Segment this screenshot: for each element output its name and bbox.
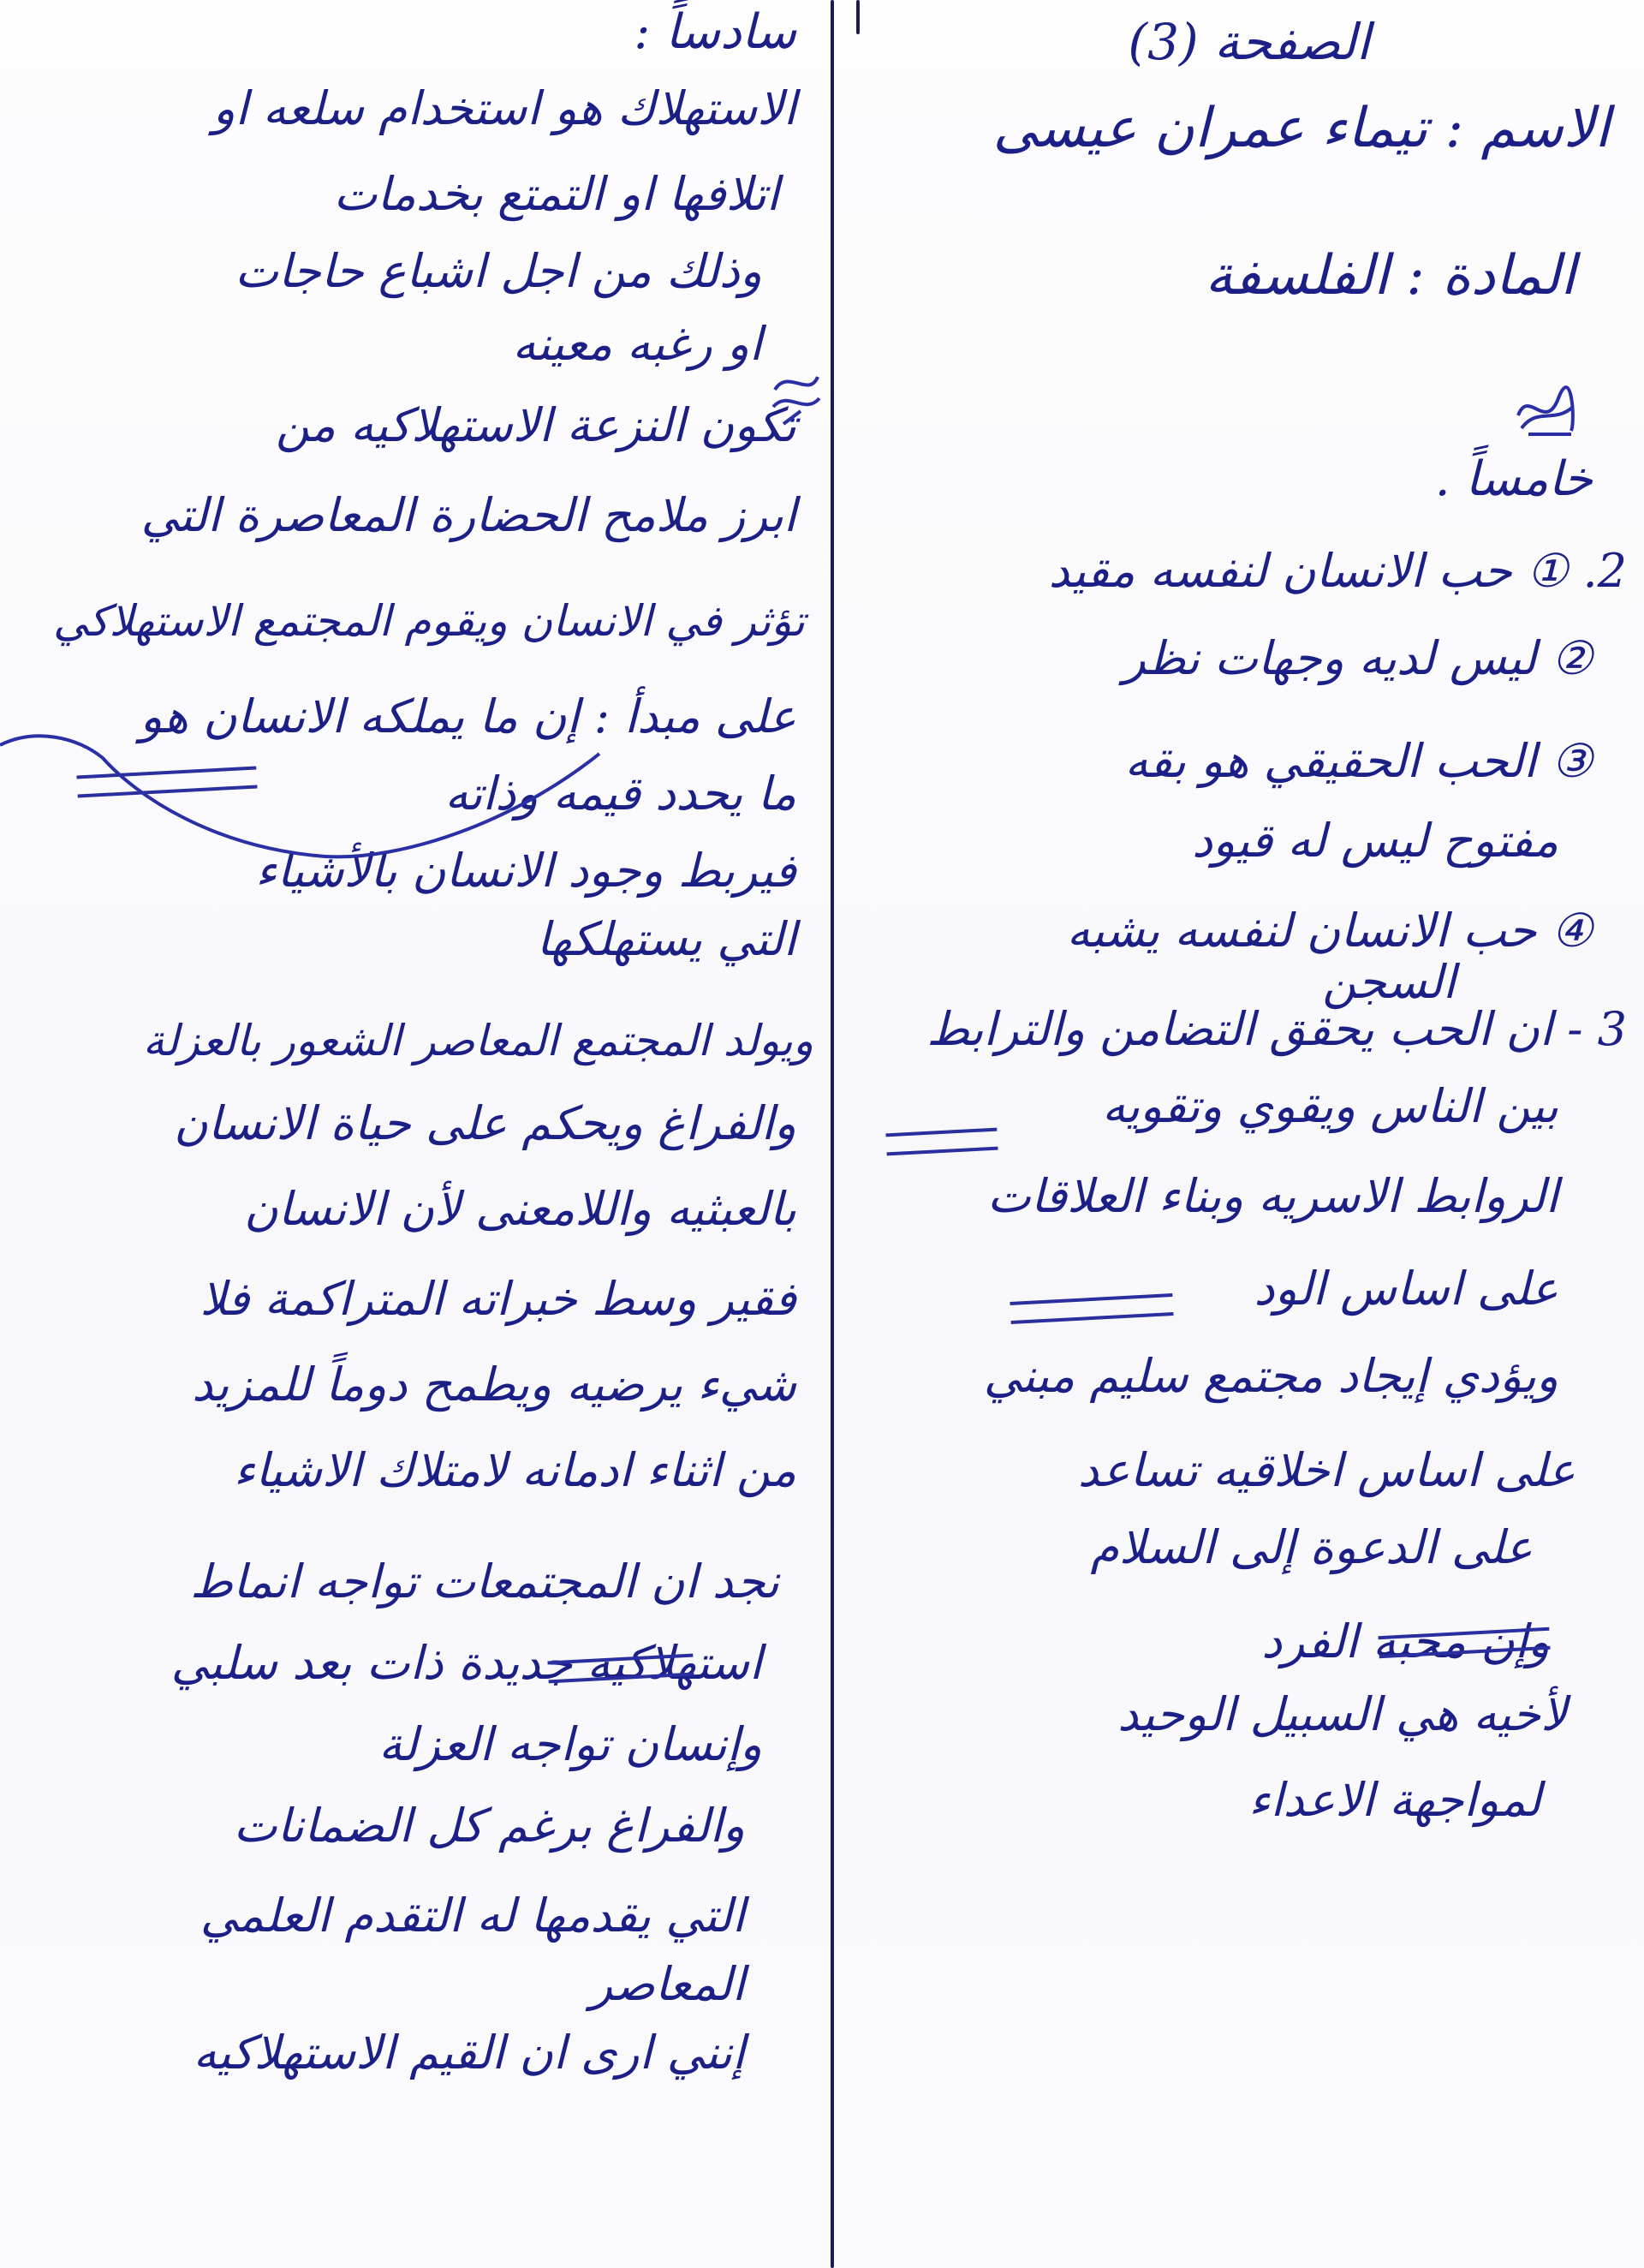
society-paragraph-line: من اثناء ادمانه لامتلاك الاشياء — [233, 1443, 796, 1497]
item-line: مفتوح ليس له قيود — [1192, 814, 1558, 868]
page-label: الصفحة (3) — [1128, 13, 1370, 71]
societies-paragraph-line: نجد ان المجتمعات تواجه انماط — [190, 1555, 779, 1608]
society-paragraph-line: فقير وسط خبراته المتراكمة فلا — [200, 1272, 796, 1326]
consumer-paragraph-line: تكون النزعة الاستهلاكيه من — [275, 398, 796, 452]
item-line: 2. ① حب الانسان لنفسه مقيد — [1048, 544, 1627, 598]
consumer-paragraph-line: على مبدأ : إن ما يملكه الانسان هو — [140, 689, 796, 743]
paragraph-line: 3 - ان الحب يحقق التضامن والترابط — [926, 1002, 1627, 1056]
paragraph-line: على اساس اخلاقيه تساعد — [1077, 1443, 1576, 1497]
society-paragraph-line: ويولد المجتمع المعاصر الشعور بالعزلة — [142, 1016, 813, 1065]
item-line: ③ الحب الحقيقي هو بقه — [1124, 734, 1593, 788]
stray-pen-stroke — [0, 719, 616, 903]
paragraph-line: الروابط الاسريه وبناء العلاقات — [986, 1169, 1558, 1223]
societies-paragraph-line: وإنسان تواجه العزلة — [378, 1717, 762, 1771]
student-name: الاسم : تيماء عمران عيسى — [992, 97, 1610, 160]
consumer-paragraph-line: فيربط وجود الانسان بالأشياء — [255, 844, 796, 898]
item-line: السجن — [1322, 955, 1456, 1009]
paragraph-line: بين الناس ويقوي وتقويه — [1102, 1079, 1558, 1133]
column-divider — [831, 0, 834, 2268]
consumer-paragraph-line: ابرز ملامح الحضارة المعاصرة التي — [140, 488, 796, 542]
scribble-mark — [766, 364, 826, 436]
society-paragraph-line: والفراغ ويحكم على حياة الانسان — [174, 1096, 796, 1150]
societies-paragraph-line: والفراغ برغم كل الضمانات — [233, 1799, 745, 1853]
society-paragraph-line: شيء يرضيه ويطمح دوماً للمزيد — [192, 1358, 796, 1412]
definition-line: او رغبه معينه — [512, 317, 762, 371]
consumer-paragraph-line: تؤثر في الانسان ويقوم المجتمع الاستهلاكي — [53, 596, 805, 646]
societies-paragraph-line: التي يقدمها له التقدم العلمي — [200, 1889, 745, 1943]
item-line: ④ حب الانسان لنفسه يشبه — [1066, 904, 1593, 958]
society-paragraph-line: بالعبثيه واللامعنى لأن الانسان — [244, 1182, 796, 1236]
paragraph-line: وإن محبه الفرد — [1261, 1614, 1550, 1668]
closing-line: إنني ارى ان القيم الاستهلاكيه — [193, 2026, 745, 2080]
paragraph-line: لأخيه هي السبيل الوحيد — [1117, 1687, 1567, 1741]
definition-line: الاستهلاك هو استخدام سلعه او — [212, 81, 796, 135]
definition-line: اتلافها او التمتع بخدمات — [333, 167, 779, 221]
paragraph-line: ويؤدي إيجاد مجتمع سليم مبني — [983, 1349, 1558, 1403]
section-fifth-heading: خامساً . — [1434, 451, 1593, 507]
societies-paragraph-line: استهلاكيه جديدة ذات بعد سلبي — [170, 1636, 762, 1690]
societies-paragraph-line: المعاصر — [590, 1957, 745, 2011]
paragraph-line: لمواجهة الاعداء — [1248, 1773, 1541, 1827]
consumer-paragraph-line: التي يستهلكها — [536, 912, 796, 966]
paragraph-line: على اساس الود — [1254, 1262, 1558, 1316]
scribble-mark — [1511, 381, 1580, 445]
consumer-paragraph-line: ما يحدد قيمه وذاته — [444, 767, 796, 821]
item-line: ② ليس لديه وجهات نظر — [1123, 631, 1593, 685]
subject-line: المادة : الفلسفة — [1205, 244, 1576, 307]
left-column — [9, 0, 813, 2268]
definition-line: وذلك من اجل اشباع حاجات — [235, 244, 762, 298]
paragraph-line: على الدعوة إلى السلام — [1090, 1520, 1533, 1574]
section-sixth-heading: سادساً : — [634, 4, 796, 60]
